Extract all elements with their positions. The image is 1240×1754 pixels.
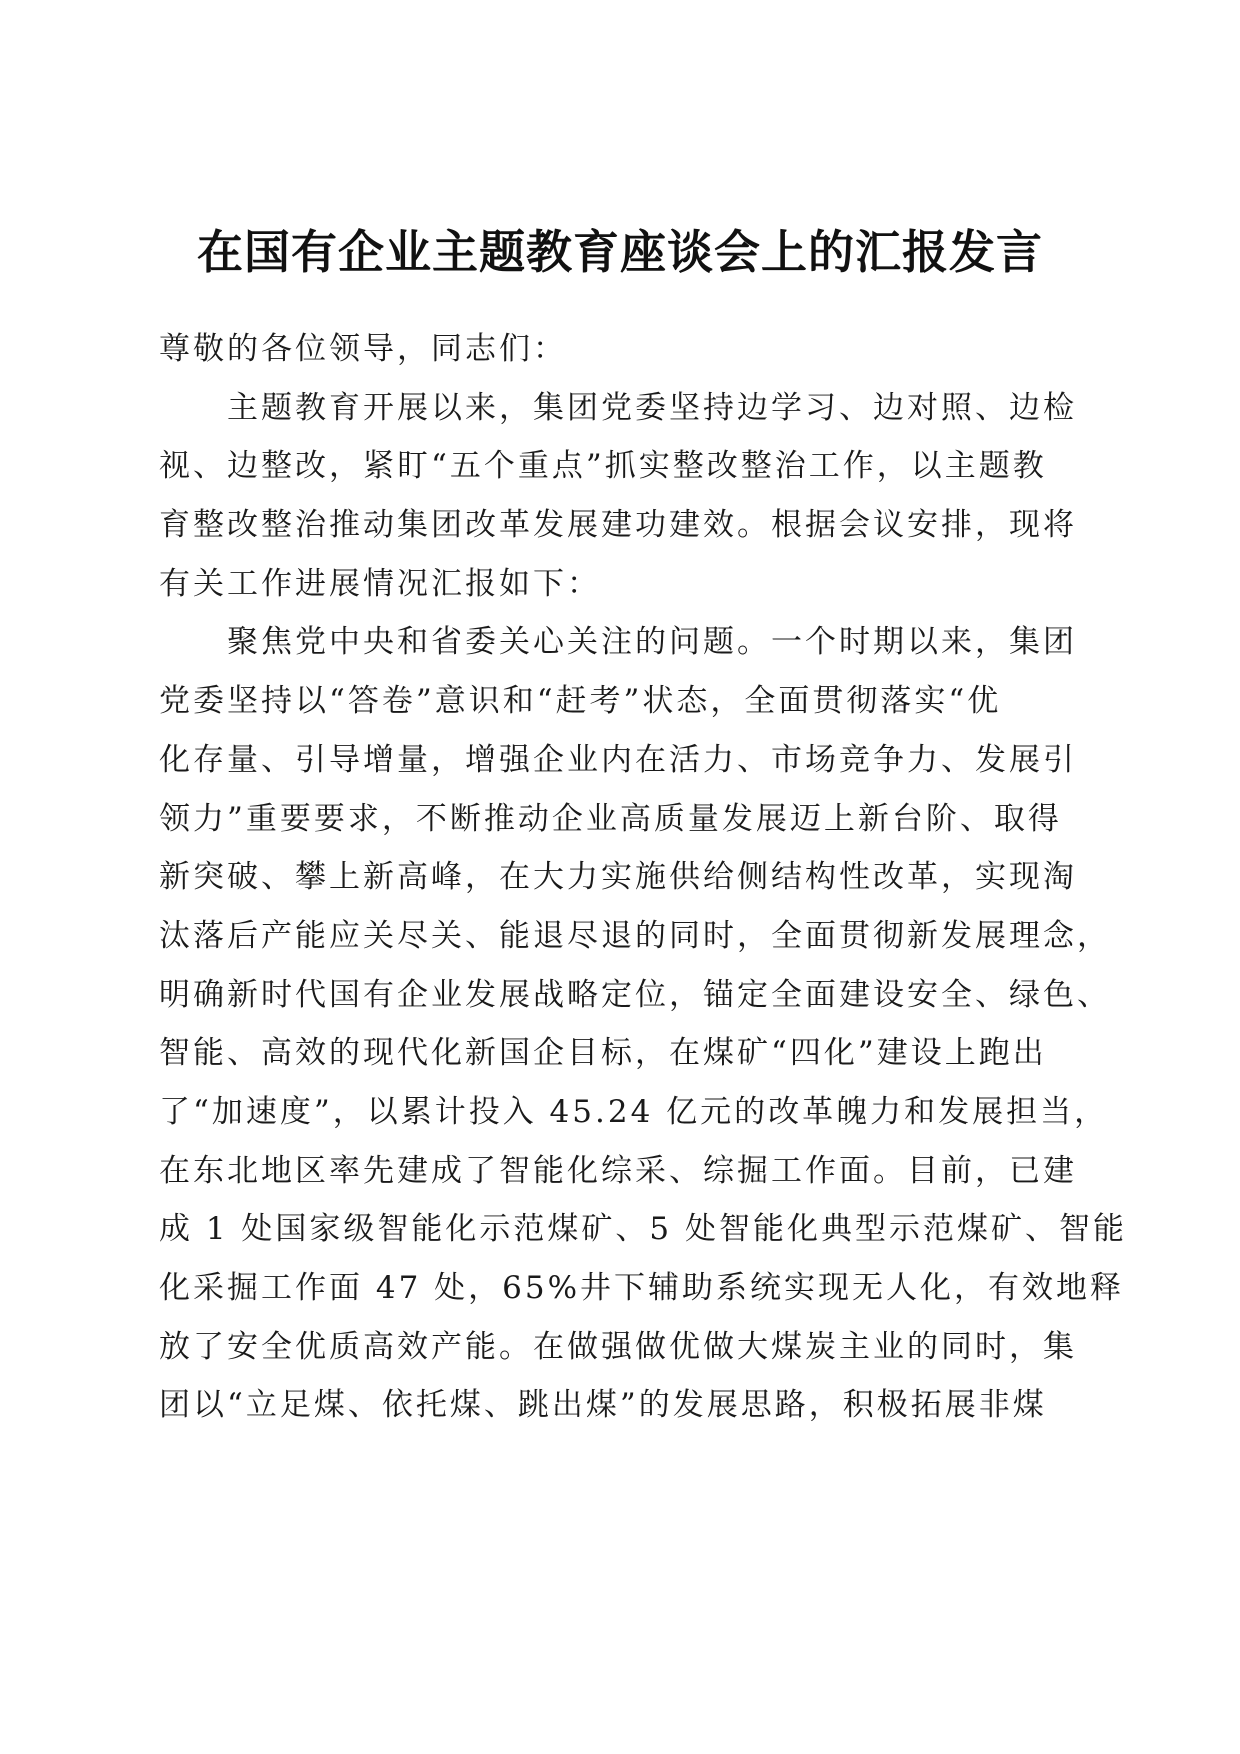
paragraph-line: 明确新时代国有企业发展战略定位，锚定全面建设安全、绿色、 [159,976,1111,1013]
paragraph-line: 化采掘工作面 47 处，65%井下辅助系统实现无人化，有效地释 [159,1270,1125,1306]
paragraph-line: 团以“立足煤、依托煤、跳出煤”的发展思路，积极拓展非煤 [159,1387,1047,1424]
paragraph-line: 放了安全优质高效产能。在做强做优做大煤炭主业的同时，集 [159,1328,1077,1365]
paragraph-line: 党委坚持以“答卷”意识和“赶考”状态，全面贯彻落实“优 [159,683,1002,720]
document-body [159,320,1128,1435]
salutation-line: 尊敬的各位领导，同志们： [159,331,567,367]
paragraph-line: 成 1 处国家级智能化示范煤矿、5 处智能化典型示范煤矿、智能 [159,1211,1128,1248]
paragraph-line: 聚焦党中央和省委关心关注的问题。一个时期以来，集团 [227,624,1077,661]
paragraph-line: 了“加速度”，以累计投入 45.24 亿元的改革魄力和发展担当， [159,1093,1109,1130]
paragraph-line: 视、边整改，紧盯“五个重点”抓实整改整治工作，以主题教 [159,448,1047,485]
paragraph-line: 领力”重要要求，不断推动企业高质量发展迈上新台阶、取得 [159,800,1062,837]
paragraph-line: 智能、高效的现代化新国企目标，在煤矿“四化”建设上跑出 [159,1035,1047,1072]
paragraph-line: 化存量、引导增量，增强企业内在活力、市场竞争力、发展引 [159,741,1077,778]
paragraph-line: 主题教育开展以来，集团党委坚持边学习、边对照、边检 [227,389,1077,426]
paragraph-line: 新突破、攀上新高峰，在大力实施供给侧结构性改革，实现淘 [159,859,1077,896]
paragraph-line: 汰落后产能应关尽关、能退尽退的同时，全面贯彻新发展理念， [159,917,1111,954]
paragraph-line: 有关工作进展情况汇报如下： [159,565,601,602]
document-title: 在国有企业主题教育座谈会上的汇报发言 [197,225,1043,279]
paragraph-line: 在东北地区率先建成了智能化综采、综掘工作面。目前，已建 [159,1152,1077,1189]
paragraph-line: 育整改整治推动集团改革发展建功建效。根据会议安排，现将 [159,507,1077,544]
